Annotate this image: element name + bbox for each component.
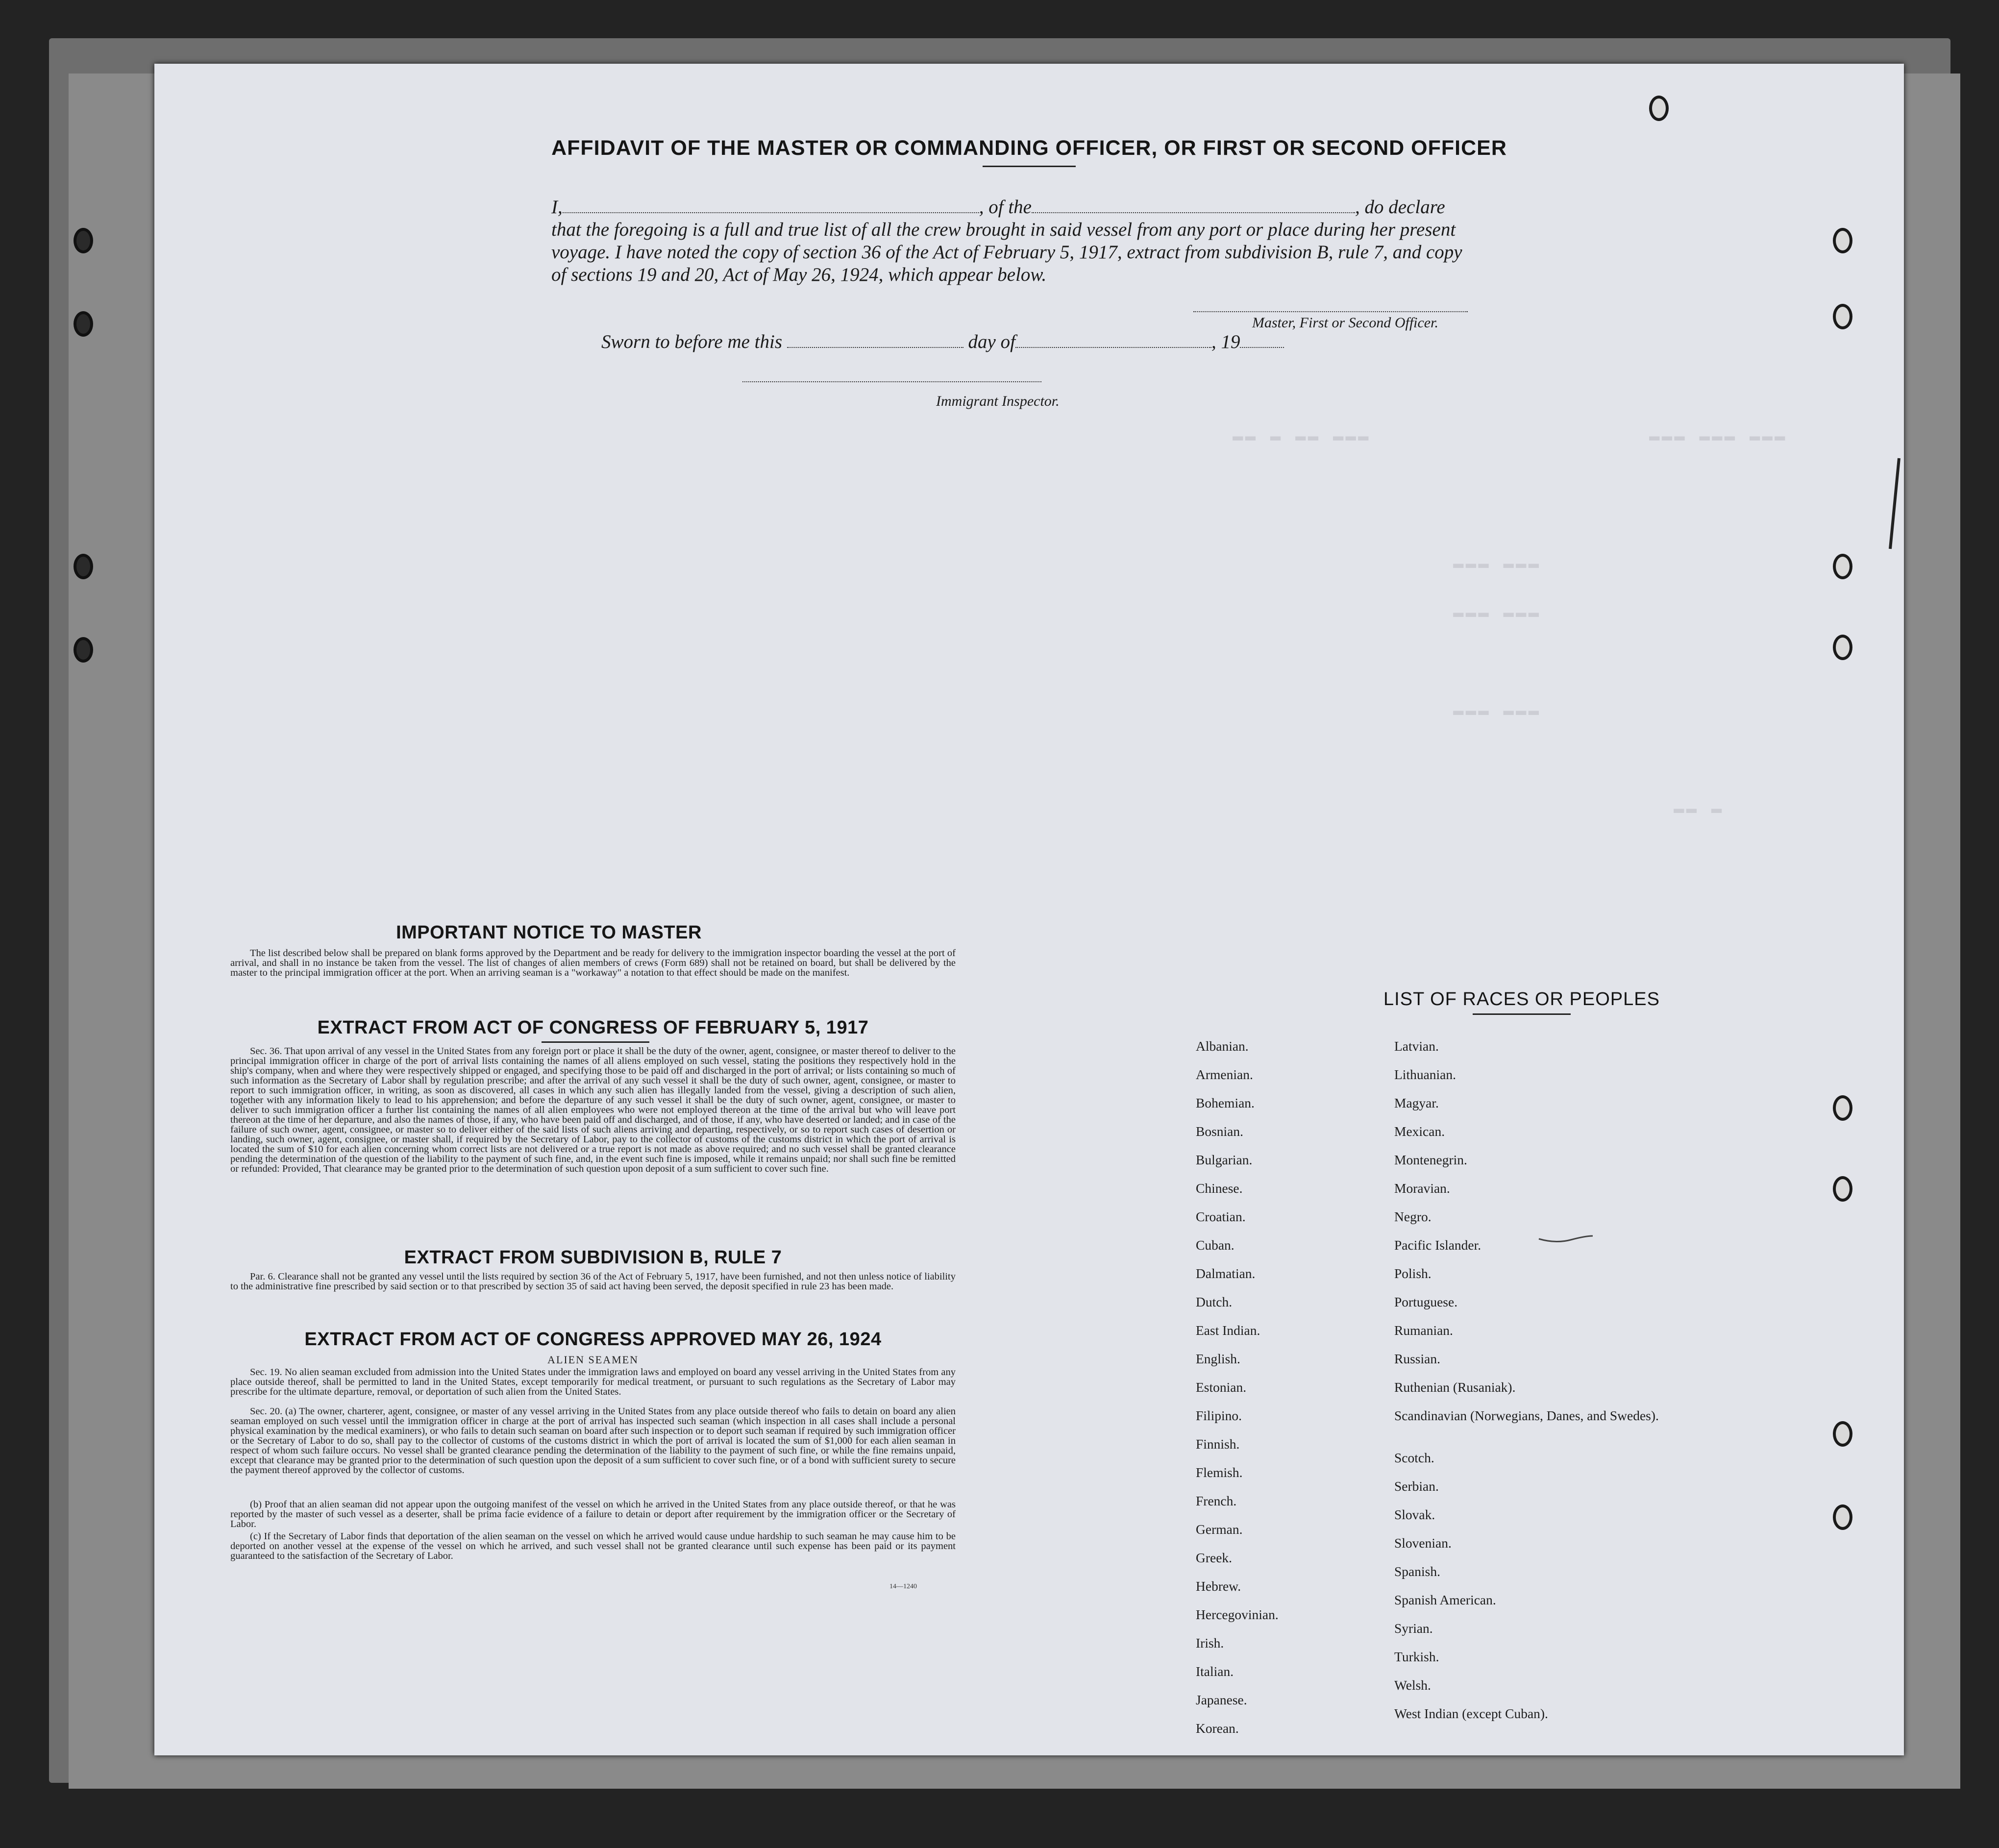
notice-text: The list described below shall be prepared on blank forms approved by the Department and be ready for delivery to the immigration inspector boarding the vessel at the port of arrival, and shall in no instance be taken from the vessel. The list of changes of alien members of crews (Form 689) shall not be retained on board, but shall be delivered by the master to the principal immigration officer at the port. When an arriving seaman is a "workaway" a notation to that effect should be made on the manifest. <box>230 948 956 978</box>
race-item: Slovenian. <box>1394 1535 1452 1551</box>
race-item: East Indian. <box>1196 1323 1260 1338</box>
subdivision-b-text: Par. 6. Clearance shall not be granted any vessel until the lists required by section 36 of the Act of February 5, 1917, have been furnished, and not then unless notice of liability to the administrative fine prescribed by said section or to that prescribed by section 35 of said act having been served, the deposit specified in rule 23 has been made. <box>230 1271 956 1292</box>
race-item: Rumanian. <box>1394 1323 1453 1338</box>
show-through-text: ▬▬ ▬ <box>1674 799 1724 819</box>
vessel-blank[interactable] <box>1032 197 1355 213</box>
race-item: Greek. <box>1196 1550 1233 1565</box>
race-item: Spanish American. <box>1394 1592 1496 1607</box>
notice-title: IMPORTANT NOTICE TO MASTER <box>396 922 702 943</box>
signature-label: Master, First or Second Officer. <box>1252 315 1438 331</box>
race-item: Moravian. <box>1394 1181 1450 1196</box>
binder-hole <box>1833 1421 1852 1447</box>
affidavit-line-4: of sections 19 and 20, Act of May 26, 1924, which appear below. <box>551 264 1047 285</box>
race-item: Cuban. <box>1196 1237 1234 1253</box>
extract-1924-title: EXTRACT FROM ACT OF CONGRESS APPROVED MAY 26, 1924 <box>304 1329 882 1350</box>
race-item: Dutch. <box>1196 1294 1233 1309</box>
race-item: Bulgarian. <box>1196 1152 1253 1167</box>
race-item: French. <box>1196 1493 1237 1508</box>
race-item: Filipino. <box>1196 1408 1242 1423</box>
races-left-column <box>1196 1039 1367 1749</box>
race-item: Estonian. <box>1196 1380 1247 1395</box>
binder-hole <box>74 311 93 337</box>
inspector-label: Immigrant Inspector. <box>936 393 1060 409</box>
show-through-text: ▬▬▬ ▬▬▬ ▬▬▬ <box>1649 426 1787 446</box>
race-item: Dalmatian. <box>1196 1266 1256 1281</box>
binder-hole <box>74 554 93 579</box>
race-item: Spanish. <box>1394 1564 1440 1579</box>
races-title: LIST OF RACES OR PEOPLES <box>1383 989 1660 1010</box>
race-item: Hebrew. <box>1196 1578 1241 1594</box>
binder-hole <box>1833 554 1852 579</box>
race-item: Portuguese. <box>1394 1294 1458 1309</box>
binder-hole <box>1649 96 1669 121</box>
name-blank[interactable] <box>563 197 979 213</box>
race-item: Pacific Islander. <box>1394 1237 1481 1253</box>
section-divider <box>542 1041 649 1043</box>
race-item: German. <box>1196 1522 1243 1537</box>
race-item: Chinese. <box>1196 1181 1243 1196</box>
sec-19-text: Sec. 19. No alien seaman excluded from admission into the United States under the immigration laws and employed on board any vessel arriving in the United States from any place outside thereof, shall be permitted to land in the United States, except temporarily for medical treatment, or pursuant to such regulations as the Secretary of Labor may prescribe for the ultimate departure, removal, or deportation of such alien from the United States. <box>230 1367 956 1397</box>
race-item: Finnish. <box>1196 1436 1240 1452</box>
race-item: Mexican. <box>1394 1124 1445 1139</box>
subdivision-b-title: EXTRACT FROM SUBDIVISION B, RULE 7 <box>404 1247 782 1268</box>
race-item: Albanian. <box>1196 1038 1249 1054</box>
binder-hole <box>1833 1504 1852 1530</box>
year-blank[interactable] <box>1240 332 1284 348</box>
extract-1917-title: EXTRACT FROM ACT OF CONGRESS OF FEBRUARY 5, 1917 <box>317 1017 869 1038</box>
binder-hole <box>74 637 93 663</box>
binder-hole <box>1833 304 1852 329</box>
show-through-text: ▬▬▬ ▬▬▬ <box>1453 554 1541 574</box>
races-title-underline <box>1473 1013 1571 1015</box>
race-item: Armenian. <box>1196 1067 1253 1082</box>
race-item: Croatian. <box>1196 1209 1246 1224</box>
race-item: Slovak. <box>1394 1507 1435 1522</box>
races-right-column <box>1394 1039 1669 1735</box>
race-item: Ruthenian (Rusaniak). <box>1394 1380 1516 1395</box>
race-item: West Indian (except Cuban). <box>1394 1706 1548 1721</box>
race-item: Italian. <box>1196 1664 1234 1679</box>
race-item: Korean. <box>1196 1721 1239 1736</box>
show-through-text: ▬▬▬ ▬▬▬ <box>1453 603 1541 623</box>
extract-1917-text: Sec. 36. That upon arrival of any vessel in the United States from any foreign port or place it shall be the duty of the owner, agent, consignee, or master thereof to deliver to the principal immigration officer in charge of the port of arrival lists containing the names of all aliens employed on such vessel, stating the positions they respectively hold in the ship's company, when and where they were respectively shipped or engaged, and specifying those to be paid off and discharged in the port of arrival; or lists containing so much of such information as the Secretary of Labor shall by regulation prescribe; and after the arrival of any such vessel it shall be the duty of such owner, agent, consignee, or master to report to such immigration officer, in writing, as soon as discovered, all cases in which any such alien has illegally landed from the vessel, giving a description of such alien, together with any information likely to lead to his apprehension; and before the departure of any such vessel it shall be the duty of such owner, agent, consignee, or master to deliver to such immigration officer a further list containing the names of all alien employees who were not employed thereon at the time of the arrival but who will leave port thereon at the time of her departure, and also the names of those, if any, who have been paid off and discharged, and of those, if any, who have deserted or landed; and in case of the failure of such owner, agent, consignee, or master so to deliver either of the said lists of such aliens arriving and departing, respectively, or so to report such cases of desertion or landing, such owner, agent, consignee, or master shall, if required by the Secretary of Labor, pay to the collector of customs of the customs district in which the port of arrival is located the sum of $10 for each alien concerning whom correct lists are not delivered or a true report is not made as above required; and no such vessel shall be granted clearance pending the determination of the question of the liability to the payment of such fine, and, in the event such fine is imposed, while it remains unpaid; nor shall such fine be remitted or refunded: Provided, That clearance may be granted prior to the determination of such question upon deposit of a sum sufficient to cover such fine. <box>230 1046 956 1174</box>
sec-20c-text: (c) If the Secretary of Labor finds that deportation of the alien seaman on the vessel on which he arrived would cause undue hardship to such seaman he may cause him to be deported on another vessel at the expense of the vessel on which he arrived, and such vessel shall not be granted clearance until such expense has been paid or its payment guaranteed to the satisfaction of the Secretary of Labor. <box>230 1531 956 1561</box>
race-item: Hercegovinian. <box>1196 1607 1279 1622</box>
race-item: Scandinavian (Norwegians, Danes, and Swedes). <box>1394 1408 1659 1423</box>
race-item: Latvian. <box>1394 1038 1439 1054</box>
affidavit-body <box>551 196 1644 286</box>
race-item: Japanese. <box>1196 1692 1247 1707</box>
sec-20b-text: (b) Proof that an alien seaman did not appear upon the outgoing manifest of the vessel on which he arrived in the United States from any place outside thereof, or that he was reported by the master of such vessel as a deserter, shall be prima facie evidence of a failure to detain or deport after requirement by the immigration officer or the Secretary of Labor. <box>230 1499 956 1529</box>
race-item: Syrian. <box>1394 1621 1433 1636</box>
race-item: Irish. <box>1196 1635 1224 1651</box>
affidavit-line-1: I, , of the , do declare <box>551 197 1445 218</box>
race-item: Bohemian. <box>1196 1095 1255 1110</box>
binder-hole <box>1833 1095 1852 1121</box>
inspector-signature-line[interactable] <box>742 381 1041 382</box>
race-item: Magyar. <box>1394 1095 1439 1110</box>
show-through-text: ▬▬ ▬ ▬▬ ▬▬▬ <box>1233 426 1371 446</box>
race-item: English. <box>1196 1351 1240 1366</box>
affidavit-line-2: that the foregoing is a full and true list of all the crew brought in said vessel from any port or place during her present <box>551 219 1456 240</box>
race-item: Polish. <box>1394 1266 1431 1281</box>
binder-hole <box>74 228 93 253</box>
day-blank[interactable] <box>787 332 963 348</box>
title-underline <box>983 166 1076 167</box>
race-item: Montenegrin. <box>1394 1152 1467 1167</box>
race-item: Russian. <box>1394 1351 1440 1366</box>
month-blank[interactable] <box>1015 332 1211 348</box>
manifest-page <box>154 64 1904 1755</box>
race-item: Scotch. <box>1394 1450 1434 1465</box>
race-item: Serbian. <box>1394 1478 1439 1494</box>
binder-hole <box>1833 228 1852 253</box>
form-number: 14—1240 <box>889 1583 917 1590</box>
pencil-mark <box>1884 456 1904 554</box>
show-through-text: ▬▬▬ ▬▬▬ <box>1453 701 1541 721</box>
race-item: Flemish. <box>1196 1465 1243 1480</box>
affidavit-line-3: voyage. I have noted the copy of section 36 of the Act of February 5, 1917, extract from subdivision B, rule 7, and copy <box>551 242 1462 263</box>
race-item: Bosnian. <box>1196 1124 1244 1139</box>
binder-hole <box>1833 635 1852 660</box>
race-item: Welsh. <box>1394 1677 1431 1693</box>
binder-hole <box>1833 1176 1852 1202</box>
affidavit-title: AFFIDAVIT OF THE MASTER OR COMMANDING OFFICER, OR FIRST OR SECOND OFFICER <box>551 136 1507 160</box>
sworn-line: Sworn to before me this day of , 19 <box>601 331 1434 353</box>
sec-20a-text: Sec. 20. (a) The owner, charterer, agent, consignee, or master of any vessel arriving in the United States from any place outside thereof who fails to detain on board any alien seaman employed on such vessel until the immigration officer in charge at the port of arrival has inspected such seaman (which inspection in all cases shall include a personal physical examination by the medical examiners), or who fails to detain such seaman on board after such inspection or to deport such seaman if required by such immigration officer or the Secretary of Labor to do so, shall pay to the collector of customs of the customs district in which the port of arrival is located the sum of $1,000 for each alien seaman in respect of whom such failure occurs. No vessel shall be granted clearance pending the determination of the liability to the payment of such fine, or while the fine remains unpaid, except that clearance may be granted prior to the determination of such question upon the deposit of a sum sufficient to cover such fine, or of a bond with sufficient surety to secure the payment thereof approved by the collector of customs. <box>230 1406 956 1476</box>
signature-line[interactable] <box>1193 311 1468 312</box>
race-item: Lithuanian. <box>1394 1067 1456 1082</box>
race-item: Negro. <box>1394 1209 1431 1224</box>
race-item: Turkish. <box>1394 1649 1439 1664</box>
alien-seamen-heading: ALIEN SEAMEN <box>547 1354 639 1366</box>
